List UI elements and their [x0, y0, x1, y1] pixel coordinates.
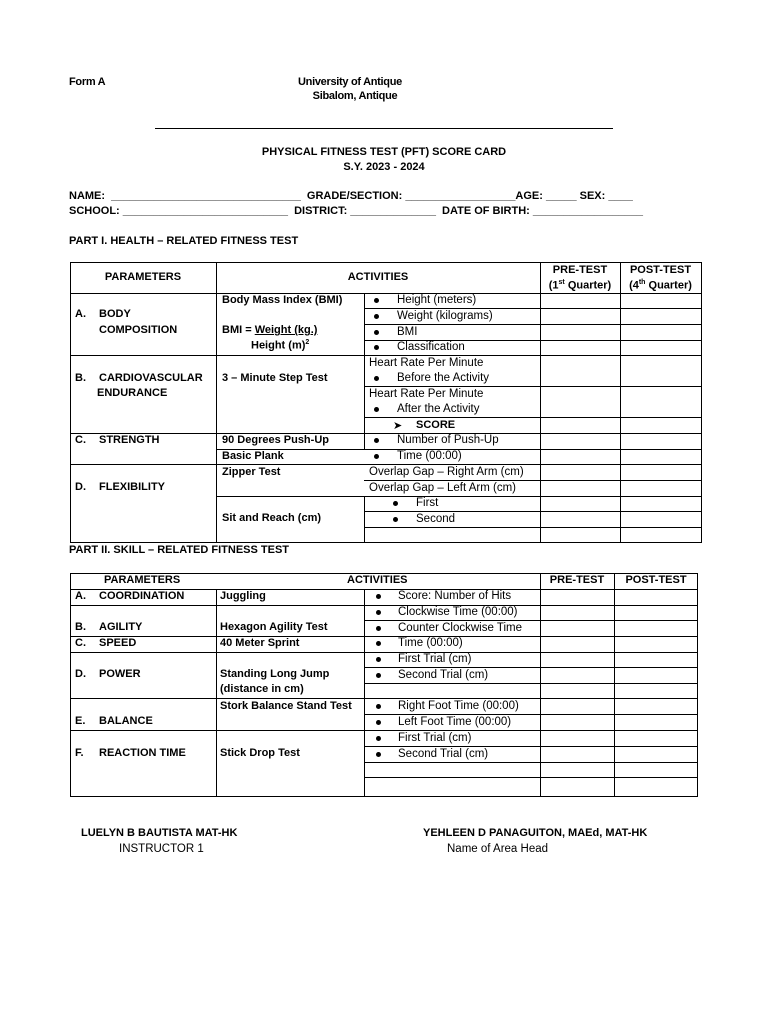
- bmi-formula-denominator: Height $(m)^2$: [251, 339, 310, 352]
- bullet-icon: [376, 610, 381, 615]
- university-location: Sibalom, Antique: [312, 90, 398, 102]
- signature-left-title: INSTRUCTOR 1: [119, 843, 204, 855]
- p1-d-name: FLEXIBILITY: [99, 481, 165, 493]
- bullet-icon: [376, 752, 381, 757]
- hr-label-after: Heart Rate Per Minute: [369, 388, 484, 400]
- p1-col-pretest-quarter: (1st Quarter): [548, 279, 612, 292]
- step-test: 3 – Minute Step Test: [222, 372, 328, 384]
- pushup-test: 90 Degrees Push-Up: [222, 434, 329, 446]
- sit-reach-test: Sit and Reach (cm): [222, 512, 322, 524]
- p1-col-parameters: PARAMETERS: [104, 271, 182, 283]
- signature-left-name: LUELYN B BAUTISTA MAT-HK: [81, 827, 238, 839]
- p2-f-test: Stick Drop Test: [220, 747, 300, 759]
- a-item-height: Height (meters): [397, 294, 477, 306]
- form-label: Form A: [69, 76, 106, 88]
- p2-d-test-1: Standing Long Jump: [220, 668, 330, 680]
- p2-d-item-1: First Trial (cm): [398, 653, 472, 665]
- p1-col-activities: ACTIVITIES: [347, 271, 409, 283]
- hr-after: After the Activity: [397, 403, 480, 415]
- p2-d-letter: D.: [75, 668, 86, 680]
- zipper-test: Zipper Test: [222, 466, 281, 478]
- signature-right-title: Name of Area Head: [447, 843, 549, 855]
- plank-test: Basic Plank: [222, 450, 284, 462]
- p1-a-name-2: COMPOSITION: [99, 324, 178, 336]
- p2-col-activities: ACTIVITIES: [347, 574, 408, 586]
- bullet-icon: [376, 641, 381, 646]
- student-info-line-1: NAME: _______________________________ GRADE/SECTION: __________________AGE: _____ SEX: ____: [69, 190, 633, 202]
- p2-c-test: 40 Meter Sprint: [220, 637, 300, 649]
- p1-c-name: STRENGTH: [99, 434, 160, 446]
- pushup-item: Number of Push-Up: [397, 434, 499, 446]
- sit-reach-first: First: [416, 497, 439, 509]
- p2-f-letter: F.: [75, 747, 84, 759]
- plank-item: Time (00:00): [397, 450, 462, 462]
- bullet-icon: [376, 657, 381, 662]
- p1-col-pretest: PRE-TEST: [552, 264, 608, 276]
- signature-right-name: YEHLEEN D PANAGUITON, MAEd, MAT-HK: [423, 827, 648, 839]
- bmi-formula: BMI = Weight (kg.): [222, 324, 318, 336]
- p2-a-letter: A.: [75, 590, 86, 602]
- university-name: University of Antique: [298, 76, 402, 88]
- p2-b-item-2: Counter Clockwise Time: [398, 622, 522, 634]
- p2-a-item: Score: Number of Hits: [398, 590, 512, 602]
- a-item-weight: Weight (kilograms): [397, 310, 493, 322]
- p2-d-test-2: (distance in cm): [220, 683, 304, 695]
- p2-d-item-2: Second Trial (cm): [398, 669, 489, 681]
- p1-col-posttest-quarter: (4th Quarter): [629, 279, 692, 292]
- p2-a-test: Juggling: [220, 590, 266, 602]
- p1-b-name-1: CARDIOVASCULAR: [99, 372, 203, 384]
- zipper-left: Overlap Gap – Left Arm (cm): [369, 482, 516, 494]
- part1-title: PART I. HEALTH – RELATED FITNESS TEST: [69, 235, 299, 247]
- p2-e-test: Stork Balance Stand Test: [220, 700, 352, 712]
- arrow-bullet-icon: ➤: [393, 420, 403, 432]
- a-item-bmi: BMI: [397, 326, 418, 338]
- hr-label-before: Heart Rate Per Minute: [369, 357, 484, 369]
- p2-col-posttest: POST-TEST: [625, 574, 687, 586]
- p1-d-letter: D.: [75, 481, 86, 493]
- p1-a-letter: A.: [75, 308, 86, 320]
- bullet-icon: [376, 594, 381, 599]
- p2-a-name: COORDINATION: [99, 590, 185, 602]
- bmi-title: Body Mass Index (BMI): [222, 294, 343, 306]
- p2-b-letter: B.: [75, 621, 86, 633]
- zipper-right: Overlap Gap – Right Arm (cm): [369, 466, 524, 478]
- p2-b-item-1: Clockwise Time (00:00): [398, 606, 518, 618]
- p2-col-pretest: PRE-TEST: [549, 574, 605, 586]
- p1-b-letter: B.: [75, 372, 86, 384]
- p2-col-parameters: PARAMETERS: [104, 574, 181, 586]
- bullet-icon: [376, 736, 381, 741]
- p2-c-item: Time (00:00): [398, 637, 463, 649]
- score-label: SCORE: [416, 419, 456, 431]
- p2-c-name: SPEED: [99, 637, 137, 649]
- school-year: S.Y. 2023 - 2024: [343, 161, 425, 173]
- p1-col-posttest: POST-TEST: [629, 264, 692, 276]
- p2-b-test: Hexagon Agility Test: [220, 621, 328, 633]
- p2-e-item-1: Right Foot Time (00:00): [398, 700, 519, 712]
- card-title: PHYSICAL FITNESS TEST (PFT) SCORE CARD: [261, 146, 507, 158]
- p1-b-name-2: ENDURANCE: [97, 387, 168, 399]
- bullet-icon: [376, 626, 381, 631]
- p1-a-name-1: BODY: [99, 308, 131, 320]
- p2-f-item-1: First Trial (cm): [398, 732, 472, 744]
- p2-e-letter: E.: [75, 715, 86, 727]
- part2-title: PART II. SKILL – RELATED FITNESS TEST: [69, 544, 290, 556]
- student-info-line-2: SCHOOL: ___________________________ DISTRICT: ______________ DATE OF BIRTH: __________________: [69, 205, 644, 217]
- p2-e-name: BALANCE: [99, 715, 153, 727]
- p2-c-letter: C.: [75, 637, 86, 649]
- bullet-icon: [376, 673, 381, 678]
- a-item-classification: Classification: [397, 341, 465, 353]
- sit-reach-second: Second: [416, 513, 456, 525]
- hr-before: Before the Activity: [397, 372, 490, 384]
- bullet-icon: [376, 720, 381, 725]
- p2-d-name: POWER: [99, 668, 141, 680]
- p1-c-letter: C.: [75, 434, 86, 446]
- p2-e-item-2: Left Foot Time (00:00): [398, 716, 512, 728]
- p2-f-name: REACTION TIME: [99, 747, 186, 759]
- bullet-icon: [376, 704, 381, 709]
- p2-b-name: AGILITY: [99, 621, 143, 633]
- p2-f-item-2: Second Trial (cm): [398, 748, 489, 760]
